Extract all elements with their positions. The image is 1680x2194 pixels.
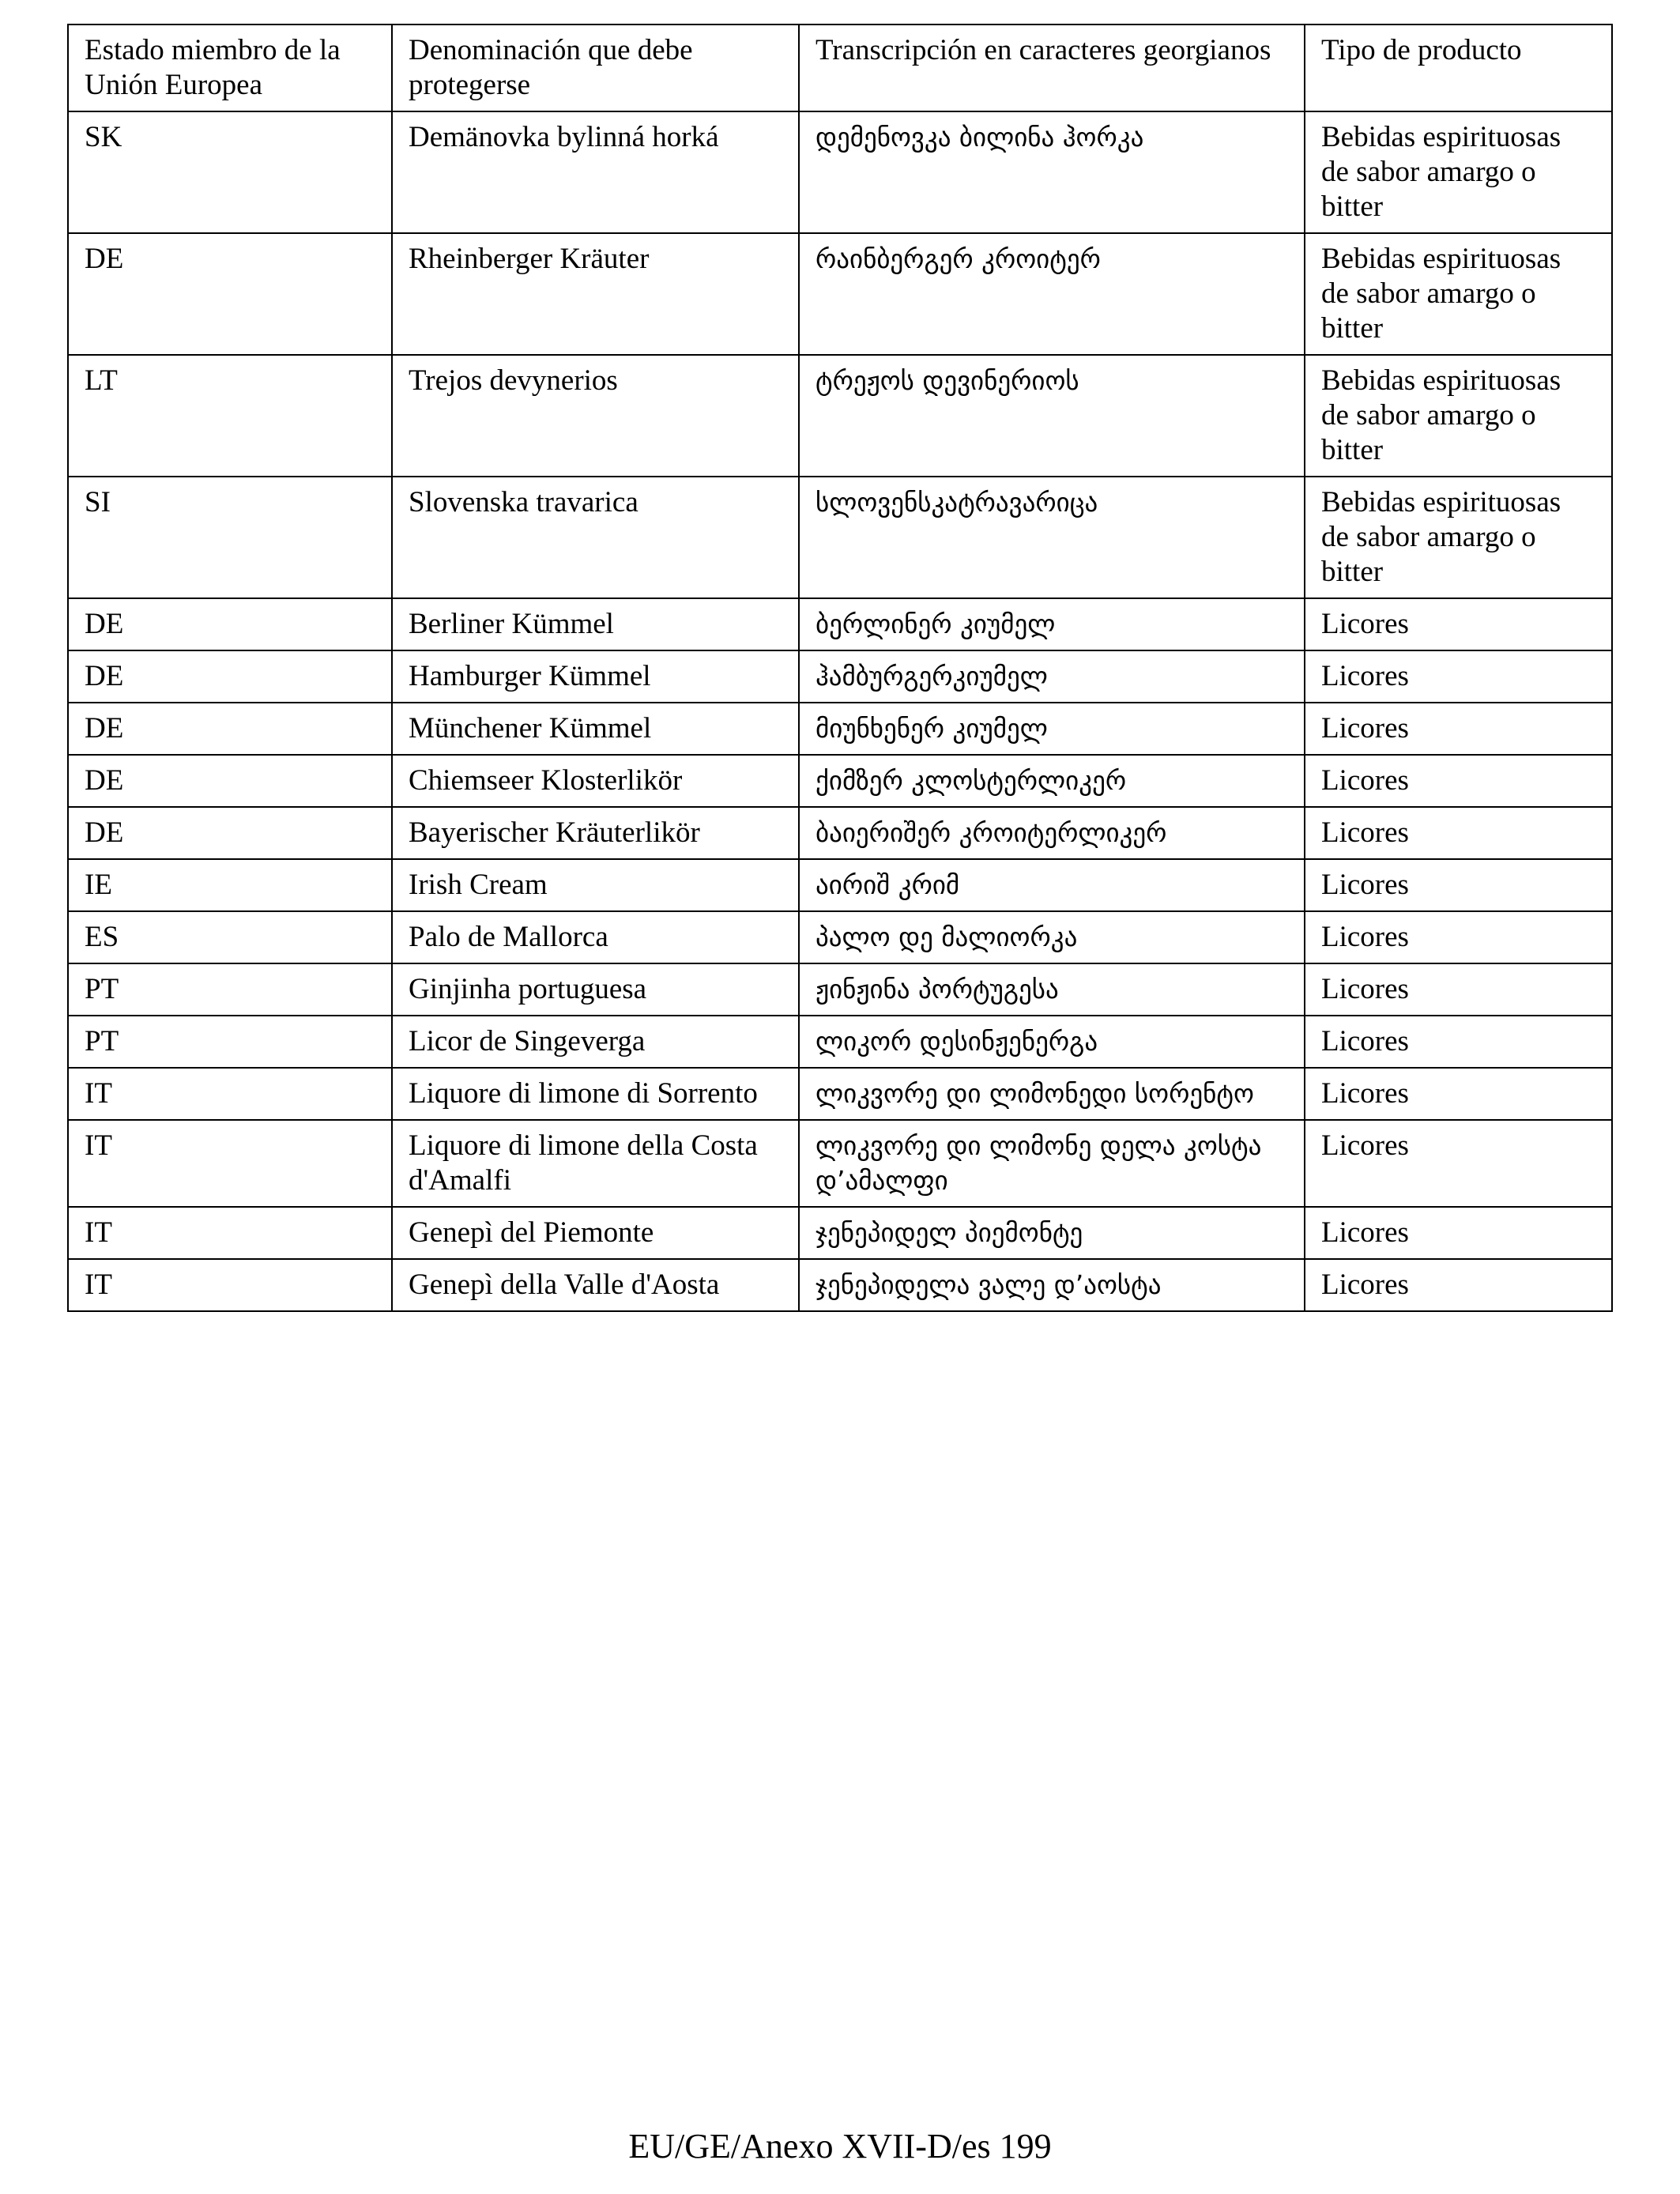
product-type-cell: Licores [1305,1259,1612,1311]
product-type-cell: Licores [1305,755,1612,807]
georgian-transcription-cell: ჟინჟინა პორტუგესა [799,963,1305,1016]
georgian-transcription-cell: ბაიერიშერ კროიტერლიკერ [799,807,1305,859]
georgian-transcription-cell: სლოვენსკატრავარიცა [799,477,1305,598]
member-state-cell: DE [68,807,392,859]
denomination-cell: Bayerischer Kräuterlikör [392,807,799,859]
georgian-transcription-cell: პალო დე მალიორკა [799,911,1305,963]
member-state-cell: PT [68,963,392,1016]
product-type-cell: Bebidas espirituosas de sabor amargo o bitter [1305,233,1612,355]
table-row [68,355,1612,477]
table-row [68,1259,1612,1311]
member-state-cell: PT [68,1016,392,1068]
product-type-cell: Licores [1305,650,1612,703]
denominations-table [67,24,1613,1312]
table-row [68,1068,1612,1120]
product-type-cell: Licores [1305,807,1612,859]
product-type-cell: Bebidas espirituosas de sabor amargo o bitter [1305,111,1612,233]
denomination-cell: Genepì del Piemonte [392,1207,799,1259]
table-row [68,703,1612,755]
denomination-cell: Demänovka bylinná horká [392,111,799,233]
header-denomination: Denominación que debe protegerse [392,25,799,111]
product-type-cell: Licores [1305,1068,1612,1120]
member-state-cell: DE [68,755,392,807]
member-state-cell: SK [68,111,392,233]
denomination-cell: Trejos devynerios [392,355,799,477]
table-row [68,1016,1612,1068]
product-type-cell: Licores [1305,911,1612,963]
table-row [68,859,1612,911]
product-type-cell: Licores [1305,1207,1612,1259]
header-product-type: Tipo de producto [1305,25,1612,111]
table-row [68,963,1612,1016]
denomination-cell: Licor de Singeverga [392,1016,799,1068]
georgian-transcription-cell: რაინბერგერ კროიტერ [799,233,1305,355]
table-row [68,755,1612,807]
member-state-cell: DE [68,650,392,703]
georgian-transcription-cell: ჰამბურგერკიუმელ [799,650,1305,703]
georgian-transcription-cell: ქიმზერ კლოსტერლიკერ [799,755,1305,807]
table-row [68,911,1612,963]
table-row [68,477,1612,598]
georgian-transcription-cell: ბერლინერ კიუმელ [799,598,1305,650]
member-state-cell: LT [68,355,392,477]
denomination-cell: Genepì della Valle d'Aosta [392,1259,799,1311]
georgian-transcription-cell: ჯენეპიდელა ვალე დ’აოსტა [799,1259,1305,1311]
table-header-row [68,25,1612,111]
product-type-cell: Licores [1305,859,1612,911]
georgian-transcription-cell: დემენოვკა ბილინა ჰორკა [799,111,1305,233]
table-row [68,807,1612,859]
table-row [68,650,1612,703]
member-state-cell: DE [68,703,392,755]
georgian-transcription-cell: ლიკვორე დი ლიმონე დელა კოსტა დ’ამალფი [799,1120,1305,1207]
header-member-state: Estado miembro de la Unión Europea [68,25,392,111]
header-georgian-transcription: Transcripción en caracteres georgianos [799,25,1305,111]
page-footer: EU/GE/Anexo XVII-D/es 199 [628,2127,1052,2166]
georgian-transcription-cell: ტრეჟოს დევინერიოს [799,355,1305,477]
member-state-cell: DE [68,233,392,355]
member-state-cell: IT [68,1207,392,1259]
georgian-transcription-cell: ჯენეპიდელ პიემონტე [799,1207,1305,1259]
product-type-cell: Bebidas espirituosas de sabor amargo o bitter [1305,355,1612,477]
member-state-cell: ES [68,911,392,963]
denomination-cell: Chiemseer Klosterlikör [392,755,799,807]
georgian-transcription-cell: აირიშ კრიმ [799,859,1305,911]
product-type-cell: Bebidas espirituosas de sabor amargo o bitter [1305,477,1612,598]
product-type-cell: Licores [1305,703,1612,755]
denomination-cell: Hamburger Kümmel [392,650,799,703]
product-type-cell: Licores [1305,598,1612,650]
product-type-cell: Licores [1305,1016,1612,1068]
member-state-cell: IT [68,1120,392,1207]
member-state-cell: IT [68,1259,392,1311]
member-state-cell: IT [68,1068,392,1120]
table-body [68,111,1612,1311]
georgian-transcription-cell: ლიკორ დესინჟენერგა [799,1016,1305,1068]
product-type-cell: Licores [1305,963,1612,1016]
georgian-transcription-cell: ლიკვორე დი ლიმონედი სორენტო [799,1068,1305,1120]
table-row [68,598,1612,650]
member-state-cell: IE [68,859,392,911]
denomination-cell: Liquore di limone di Sorrento [392,1068,799,1120]
denomination-cell: Rheinberger Kräuter [392,233,799,355]
table-row [68,1207,1612,1259]
denomination-cell: Liquore di limone della Costa d'Amalfi [392,1120,799,1207]
member-state-cell: SI [68,477,392,598]
denomination-cell: Ginjinha portuguesa [392,963,799,1016]
georgian-transcription-cell: მიუნხენერ კიუმელ [799,703,1305,755]
table-row [68,1120,1612,1207]
member-state-cell: DE [68,598,392,650]
denomination-cell: Palo de Mallorca [392,911,799,963]
denomination-cell: Berliner Kümmel [392,598,799,650]
denomination-cell: Münchener Kümmel [392,703,799,755]
denomination-cell: Slovenska travarica [392,477,799,598]
table-row [68,111,1612,233]
denomination-cell: Irish Cream [392,859,799,911]
product-type-cell: Licores [1305,1120,1612,1207]
table-row [68,233,1612,355]
